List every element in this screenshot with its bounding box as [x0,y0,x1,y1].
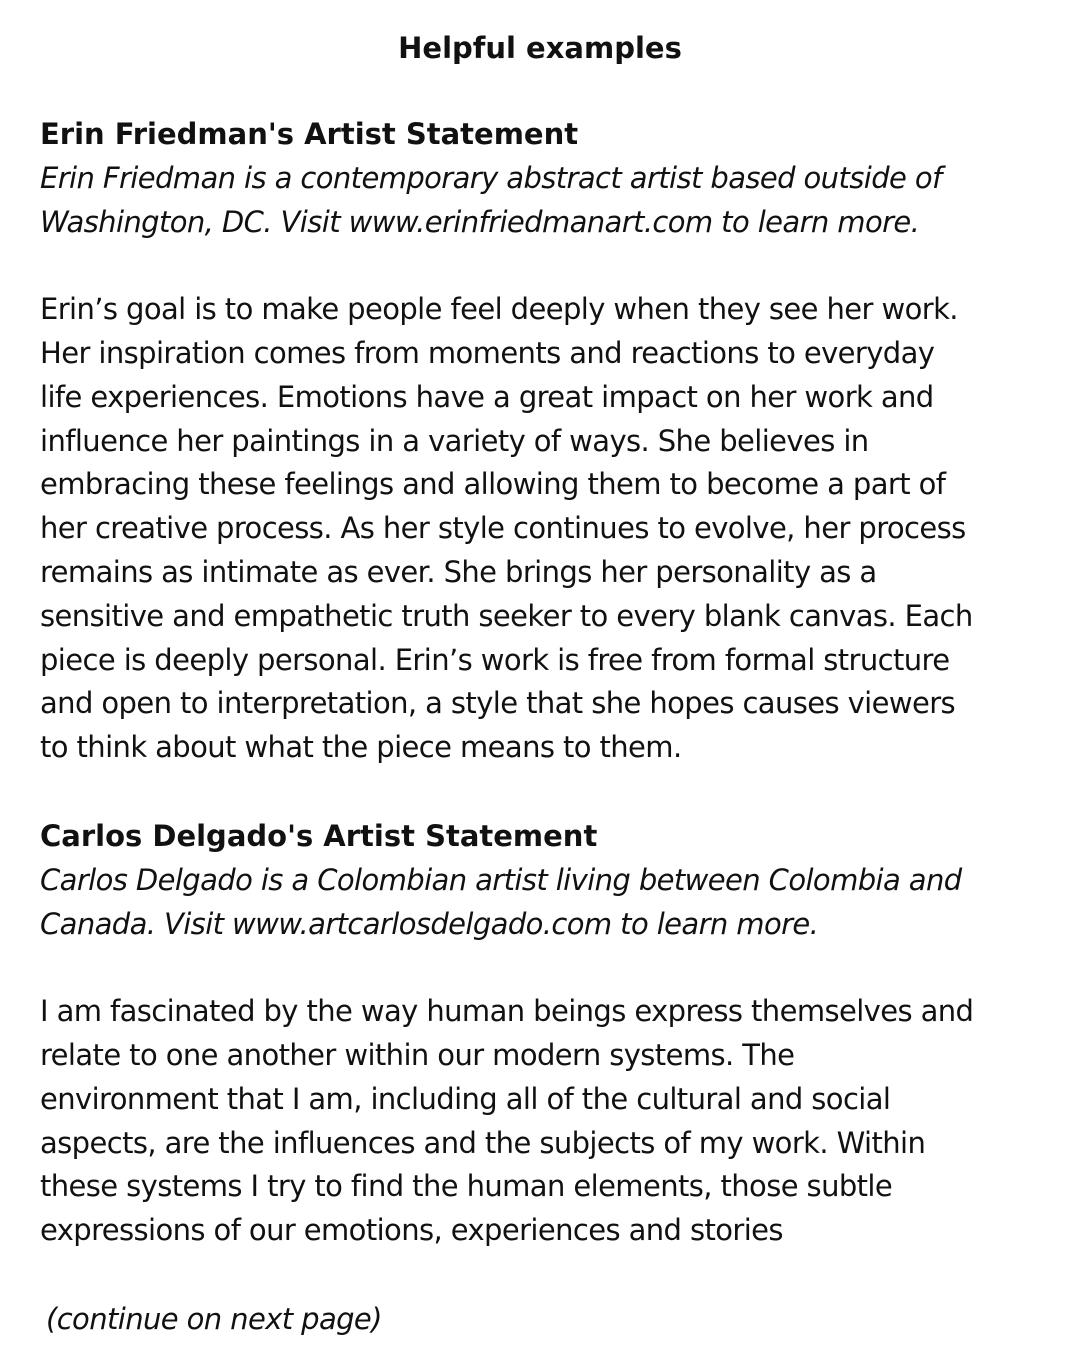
artist-statement-carlos-delgado [40,815,1050,1253]
body-line: embracing these feelings and allowing them to become a part of [40,467,946,502]
body-line: environment that I am, including all of the cultural and social [40,1081,891,1116]
section-heading: Erin Friedman's Artist Statement [40,117,579,151]
body-line: remains as intimate as ever. She brings her personality as a [40,554,877,589]
intro-line: Carlos Delgado is a Colombian artist living between Colombia and [40,862,962,897]
continue-note: (continue on next page) [46,1302,382,1336]
body-line: Her inspiration comes from moments and reactions to everyday [40,335,935,370]
intro-line: Erin Friedman is a contemporary abstract artist based outside of [40,160,942,195]
section-intro [40,859,1050,947]
section-body [40,288,1050,770]
body-line: to think about what the piece means to them. [40,730,682,765]
body-line: I am fascinated by the way human beings express themselves and [40,994,974,1029]
artist-statement-erin-friedman [40,113,1050,770]
body-line: aspects, are the influences and the subjects of my work. Within [40,1125,926,1160]
body-line: expressions of our emotions, experiences and stories [40,1213,783,1248]
body-line: influence her paintings in a variety of ways. She believes in [40,423,869,458]
intro-line: Washington, DC. Visit www.erinfriedmanart.com to learn more. [40,204,920,239]
section-intro [40,157,1050,245]
page-title: Helpful examples [398,31,682,65]
body-line: her creative process. As her style continues to evolve, her process [40,511,966,546]
intro-line: Canada. Visit www.artcarlosdelgado.com to learn more. [40,906,819,941]
section-body [40,990,1050,1253]
body-line: piece is deeply personal. Erin’s work is free from formal structure [40,642,950,677]
section-heading: Carlos Delgado's Artist Statement [40,819,598,853]
body-line: life experiences. Emotions have a great impact on her work and [40,379,934,414]
body-line: relate to one another within our modern systems. The [40,1037,795,1072]
body-line: sensitive and empathetic truth seeker to every blank canvas. Each [40,598,973,633]
body-line: and open to interpretation, a style that she hopes causes viewers [40,686,956,721]
body-line: Erin’s goal is to make people feel deeply when they see her work. [40,292,958,327]
body-line: these systems I try to find the human elements, those subtle [40,1169,893,1204]
